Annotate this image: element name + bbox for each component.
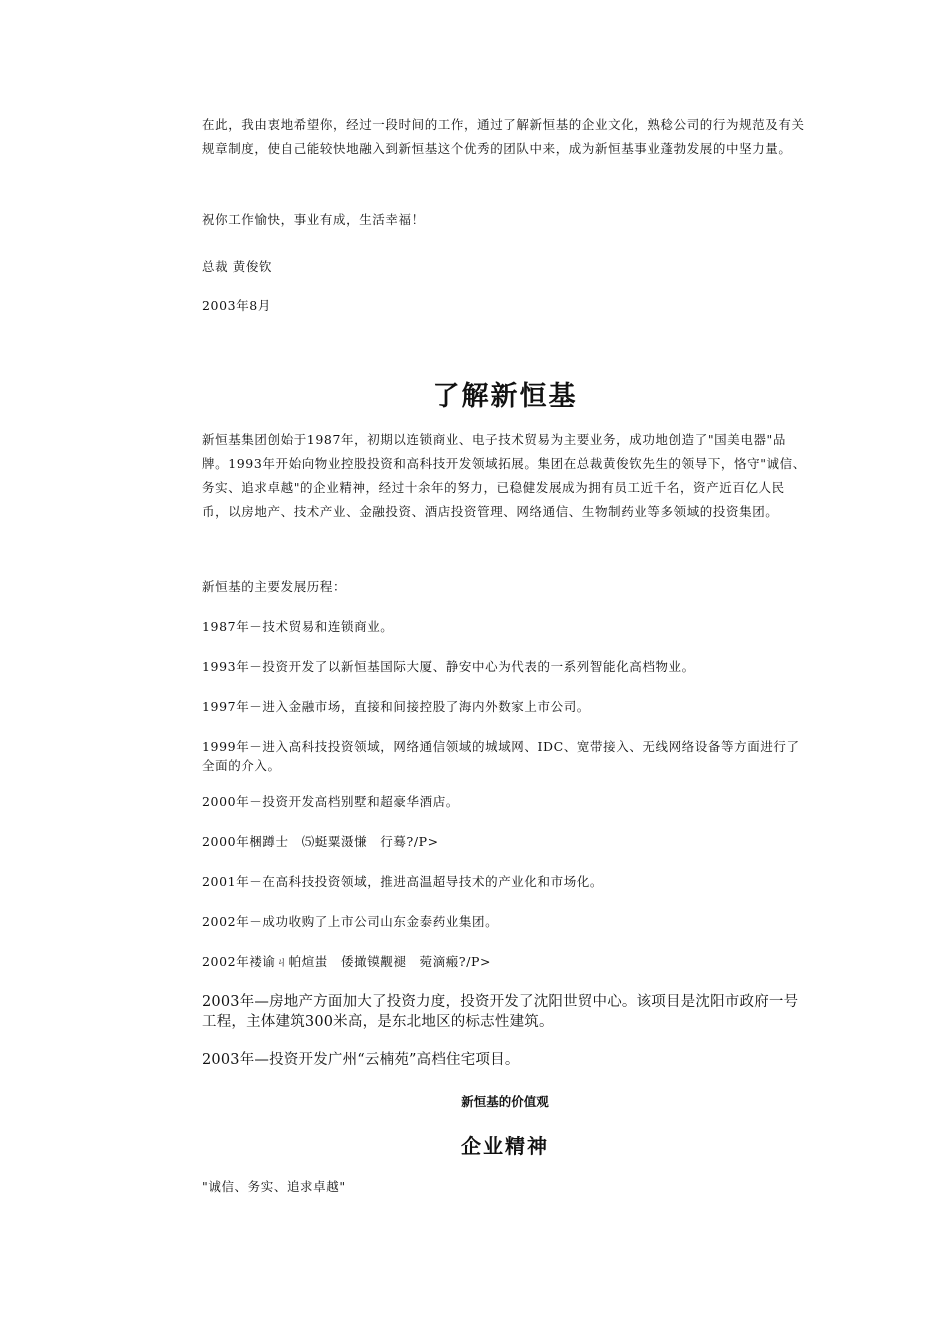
history-item: 2000年－投资开发高档别墅和超豪华酒店。 <box>202 794 459 809</box>
signature-line: 总裁 黄俊钦 <box>202 259 273 274</box>
history-item: 2001年－在高科技投资领域，推进高温超导技术的产业化和市场化。 <box>202 874 604 889</box>
history-item: 2000年梱蹲士 ⑸蜓粟滠慊 行蓦?/P> <box>202 834 439 849</box>
history-item-large: 2003年—房地产方面加大了投资力度，投资开发了沈阳世贸中心。该项目是沈阳市政府一号工程，主体建筑300米高，是东北地区的标志性建筑。 <box>202 994 799 1030</box>
spirit-heading: 企业精神 <box>461 1134 549 1158</box>
spirit-text: "诚信、务实、追求卓越" <box>202 1179 346 1194</box>
history-item: 1999年－进入高科技投资领域，网络通信领域的城域网、IDC、宽带接入、无线网络设备等方面进行了全面的介入。 <box>202 739 800 773</box>
history-item: 1997年－进入金融市场，直接和间接控股了海内外数家上市公司。 <box>202 699 590 714</box>
date-line: 2003年8月 <box>202 298 271 313</box>
about-heading: 了解新恒基 <box>432 381 578 412</box>
wish-line: 祝你工作愉快，事业有成，生活幸福！ <box>202 212 425 227</box>
values-heading: 新恒基的价值观 <box>461 1094 549 1109</box>
history-item: 1993年－投资开发了以新恒基国际大厦、静安中心为代表的一系列智能化高档物业。 <box>202 659 695 674</box>
intro-paragraph: 在此，我由衷地希望你，经过一段时间的工作，通过了解新恒基的企业文化，熟稔公司的行为规范及有关规章制度，使自己能较快地融入到新恒基这个优秀的团队中来，成为新恒基事业蓬勃发展的中坚力量。 <box>202 117 805 156</box>
history-item-large: 2003年—投资开发广州“云楠苑”高档住宅项目。 <box>202 1052 520 1068</box>
about-summary: 新恒基集团创始于1987年，初期以连锁商业、电子技术贸易为主要业务，成功地创造了"国美电器"品牌。1993年开始向物业控股投资和高科技开发领域拓展。集团在总裁黄俊钦先生的领导下，恪守"诚信、务实、追求卓越"的企业精神，经过十余年的努力，已稳健发展成为拥有员工近千名，资产近百亿人民币，以房地产、技术产业、金融投资、酒店投资管理、网络通信、生物制药业等多领域的投资集团。 <box>202 432 806 519</box>
history-label: 新恒基的主要发展历程： <box>202 579 347 594</box>
history-item: 2002年－成功收购了上市公司山东金泰药业集团。 <box>202 914 499 929</box>
history-item: 2002年褛谕ㄐ帕煊蚩 倭撖镆觏褪 菀滴瘢?/P> <box>202 954 492 969</box>
history-item: 1987年－技术贸易和连锁商业。 <box>202 619 394 634</box>
